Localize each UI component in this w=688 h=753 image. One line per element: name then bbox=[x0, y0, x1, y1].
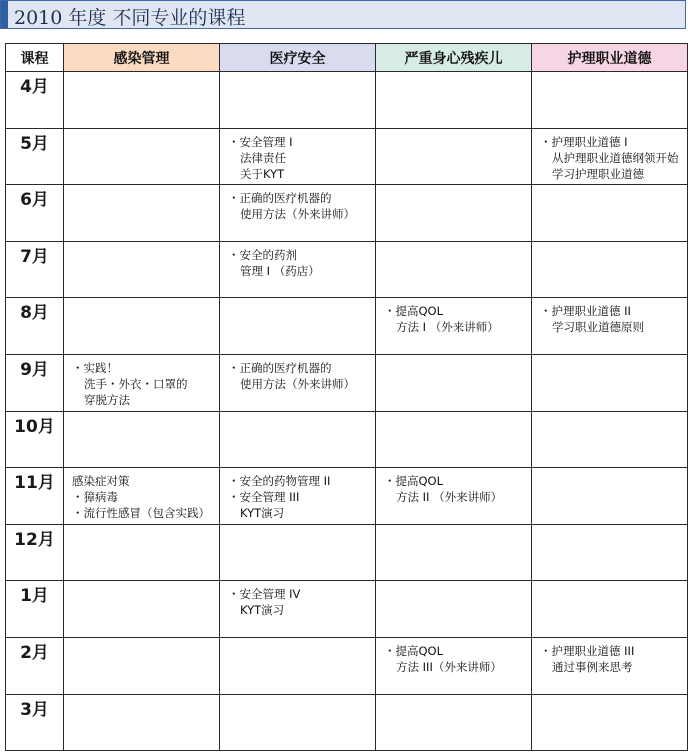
course-entry bbox=[220, 468, 375, 521]
entry-line: ・提高QOL bbox=[384, 304, 444, 319]
course-entry bbox=[532, 638, 687, 675]
entry-line: 方法 III（外来讲师） bbox=[396, 659, 502, 674]
entry-line: ・提高QOL bbox=[384, 643, 444, 658]
header-severe-disability: 严重身心残疾儿 bbox=[376, 44, 532, 72]
severe-disability-cell bbox=[376, 241, 532, 298]
entry-line: ・安全管理 I bbox=[228, 134, 293, 149]
entry-line: 学习职业道德原则 bbox=[552, 320, 644, 335]
entry-line: 关于KYT bbox=[240, 166, 285, 181]
severe-disability-cell bbox=[376, 637, 532, 694]
course-entry bbox=[376, 298, 531, 335]
month-cell: 8月 bbox=[6, 298, 64, 355]
course-entry bbox=[532, 298, 687, 335]
entry-line: ・护理职业道德 II bbox=[540, 304, 631, 319]
infection-control-cell bbox=[64, 185, 220, 242]
entry-line: ・安全管理 III bbox=[228, 490, 300, 505]
medical-safety-cell bbox=[220, 468, 376, 525]
medical-safety-cell bbox=[220, 241, 376, 298]
nursing-ethics-cell bbox=[532, 581, 688, 638]
nursing-ethics-cell bbox=[532, 128, 688, 185]
table-row bbox=[6, 72, 688, 129]
medical-safety-cell bbox=[220, 298, 376, 355]
medical-safety-cell bbox=[220, 411, 376, 468]
severe-disability-cell bbox=[376, 581, 532, 638]
medical-safety-cell bbox=[220, 524, 376, 581]
course-entry bbox=[64, 355, 219, 408]
severe-disability-cell bbox=[376, 354, 532, 411]
table-row bbox=[6, 185, 688, 242]
entry-line: KYT演习 bbox=[240, 603, 285, 618]
table-row bbox=[6, 298, 688, 355]
header-medical-safety: 医疗安全 bbox=[220, 44, 376, 72]
infection-control-cell bbox=[64, 694, 220, 751]
month-cell: 2月 bbox=[6, 637, 64, 694]
infection-control-cell bbox=[64, 581, 220, 638]
entry-line: ・护理职业道德 I bbox=[540, 134, 628, 149]
nursing-ethics-cell bbox=[532, 694, 688, 751]
nursing-ethics-cell bbox=[532, 241, 688, 298]
severe-disability-cell bbox=[376, 298, 532, 355]
month-cell: 10月 bbox=[6, 411, 64, 468]
title-bar bbox=[0, 0, 686, 29]
nursing-ethics-cell bbox=[532, 298, 688, 355]
nursing-ethics-cell bbox=[532, 524, 688, 581]
nursing-ethics-cell bbox=[532, 72, 688, 129]
entry-line: 方法 I （外来讲师） bbox=[396, 320, 499, 335]
month-cell: 9月 bbox=[6, 354, 64, 411]
month-cell: 3月 bbox=[6, 694, 64, 751]
infection-control-cell bbox=[64, 128, 220, 185]
table-row bbox=[6, 637, 688, 694]
month-cell: 7月 bbox=[6, 241, 64, 298]
table-row bbox=[6, 128, 688, 185]
course-entry bbox=[376, 638, 531, 675]
nursing-ethics-cell bbox=[532, 411, 688, 468]
course-entry bbox=[532, 129, 687, 182]
table-row bbox=[6, 411, 688, 468]
header-nursing-ethics: 护理职业道德 bbox=[532, 44, 688, 72]
infection-control-cell bbox=[64, 637, 220, 694]
course-entry bbox=[220, 355, 375, 392]
entry-line: 通过事例来思考 bbox=[552, 659, 633, 674]
table-row bbox=[6, 241, 688, 298]
header-row bbox=[6, 44, 688, 72]
month-cell: 11月 bbox=[6, 468, 64, 525]
infection-control-cell bbox=[64, 524, 220, 581]
nursing-ethics-cell bbox=[532, 468, 688, 525]
entry-line: ・流行性感冒（包含实践） bbox=[72, 506, 210, 521]
entry-line: ・正确的医疗机器的 bbox=[228, 191, 332, 206]
medical-safety-cell bbox=[220, 354, 376, 411]
infection-control-cell bbox=[64, 468, 220, 525]
course-entry bbox=[220, 581, 375, 618]
entry-line: ・獐病毒 bbox=[72, 490, 118, 505]
severe-disability-cell bbox=[376, 468, 532, 525]
page-title: 2010 年度 不同专业的课程 bbox=[14, 7, 246, 29]
entry-line: 学习护理职业道德 bbox=[552, 166, 644, 181]
entry-line: 从护理职业道德纲领开始 bbox=[552, 150, 679, 165]
course-entry bbox=[64, 468, 219, 521]
header-course: 课程 bbox=[6, 44, 64, 72]
course-entry bbox=[220, 242, 375, 279]
nursing-ethics-cell bbox=[532, 354, 688, 411]
entry-line: 穿脱方法 bbox=[84, 392, 130, 407]
course-entry bbox=[220, 185, 375, 222]
month-cell: 5月 bbox=[6, 128, 64, 185]
entry-line: 法律责任 bbox=[240, 150, 286, 165]
course-entry bbox=[220, 129, 375, 182]
infection-control-cell bbox=[64, 411, 220, 468]
medical-safety-cell bbox=[220, 72, 376, 129]
infection-control-cell bbox=[64, 241, 220, 298]
medical-safety-cell bbox=[220, 128, 376, 185]
table-row bbox=[6, 354, 688, 411]
severe-disability-cell bbox=[376, 524, 532, 581]
table-row bbox=[6, 468, 688, 525]
entry-line: 管理 I （药店） bbox=[240, 263, 320, 278]
entry-line: ・安全管理 IV bbox=[228, 587, 301, 602]
entry-line: 使用方法（外来讲师） bbox=[240, 207, 355, 222]
medical-safety-cell bbox=[220, 694, 376, 751]
title-accent bbox=[1, 1, 8, 28]
table-row bbox=[6, 694, 688, 751]
infection-control-cell bbox=[64, 354, 220, 411]
entry-line: KYT演习 bbox=[240, 506, 285, 521]
course-entry bbox=[376, 468, 531, 505]
table-row bbox=[6, 524, 688, 581]
entry-line: ・安全的药剂 bbox=[228, 247, 297, 262]
course-schedule-table bbox=[5, 43, 688, 751]
severe-disability-cell bbox=[376, 72, 532, 129]
entry-line: 洗手・外衣・口罩的 bbox=[84, 376, 188, 391]
entry-line: 使用方法（外来讲师） bbox=[240, 376, 355, 391]
entry-line: 感染症对策 bbox=[72, 474, 130, 489]
month-cell: 6月 bbox=[6, 185, 64, 242]
medical-safety-cell bbox=[220, 581, 376, 638]
month-cell: 4月 bbox=[6, 72, 64, 129]
medical-safety-cell bbox=[220, 637, 376, 694]
entry-line: ・安全的药物管理 II bbox=[228, 474, 331, 489]
table-row bbox=[6, 581, 688, 638]
severe-disability-cell bbox=[376, 694, 532, 751]
infection-control-cell bbox=[64, 72, 220, 129]
severe-disability-cell bbox=[376, 411, 532, 468]
severe-disability-cell bbox=[376, 185, 532, 242]
entry-line: ・提高QOL bbox=[384, 474, 444, 489]
month-cell: 1月 bbox=[6, 581, 64, 638]
nursing-ethics-cell bbox=[532, 637, 688, 694]
nursing-ethics-cell bbox=[532, 185, 688, 242]
medical-safety-cell bbox=[220, 185, 376, 242]
entry-line: 方法 II （外来讲师） bbox=[396, 490, 503, 505]
severe-disability-cell bbox=[376, 128, 532, 185]
entry-line: ・实践！ bbox=[72, 360, 118, 375]
infection-control-cell bbox=[64, 298, 220, 355]
month-cell: 12月 bbox=[6, 524, 64, 581]
header-infection-control: 感染管理 bbox=[64, 44, 220, 72]
entry-line: ・正确的医疗机器的 bbox=[228, 360, 332, 375]
entry-line: ・护理职业道德 III bbox=[540, 643, 635, 658]
